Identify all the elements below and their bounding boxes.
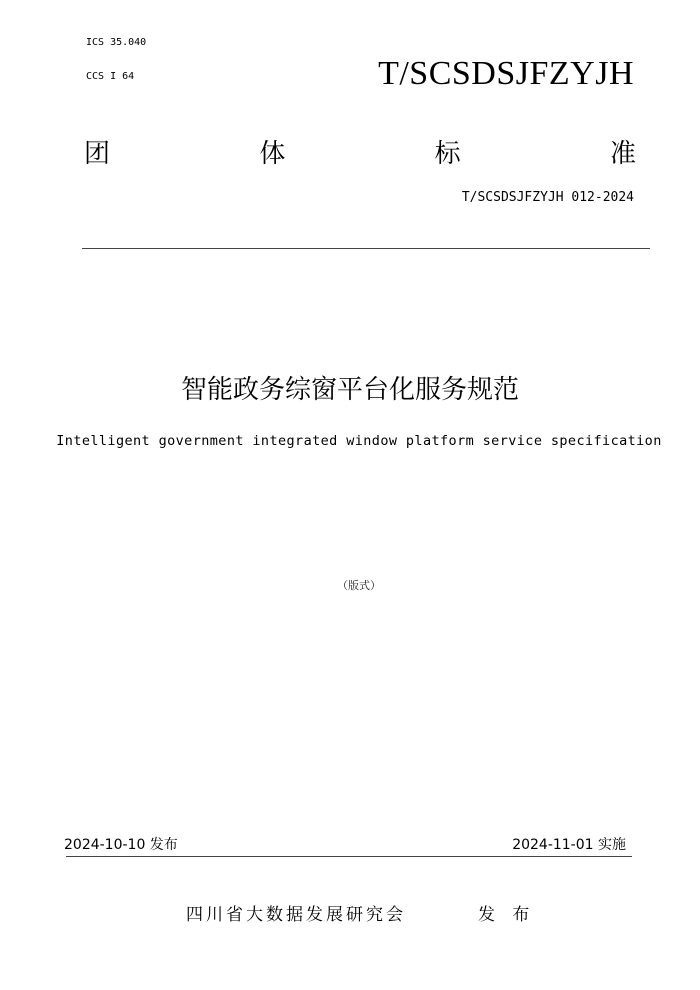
- standard-type-char: 团: [84, 139, 111, 169]
- publish-date: 2024-10-10 发布: [64, 837, 178, 853]
- standard-number: T/SCSDSJFZYJH 012-2024: [461, 190, 634, 205]
- ccs-code: CCS I 64: [86, 71, 135, 82]
- standard-code-header: T/SCSDSJFZYJH: [378, 55, 634, 92]
- publisher-name: 四川省大数据发展研究会: [186, 905, 406, 925]
- standard-type-char: 准: [609, 139, 636, 169]
- footer-divider: [66, 856, 632, 857]
- header-divider: [82, 248, 650, 249]
- document-title-chinese: 智能政务综窗平台化服务规范: [180, 375, 519, 405]
- standard-type-char: 标: [434, 139, 461, 169]
- publish-label: 发 布: [478, 905, 536, 925]
- ics-code: ICS 35.040: [86, 37, 147, 48]
- implementation-date: 2024-11-01 实施: [512, 837, 626, 853]
- edition-label: （版式）: [337, 579, 381, 592]
- document-title-english: Intelligent government integrated window platform service specification: [56, 433, 662, 449]
- standard-type-char: 体: [259, 139, 286, 169]
- standard-type-title: [84, 136, 636, 172]
